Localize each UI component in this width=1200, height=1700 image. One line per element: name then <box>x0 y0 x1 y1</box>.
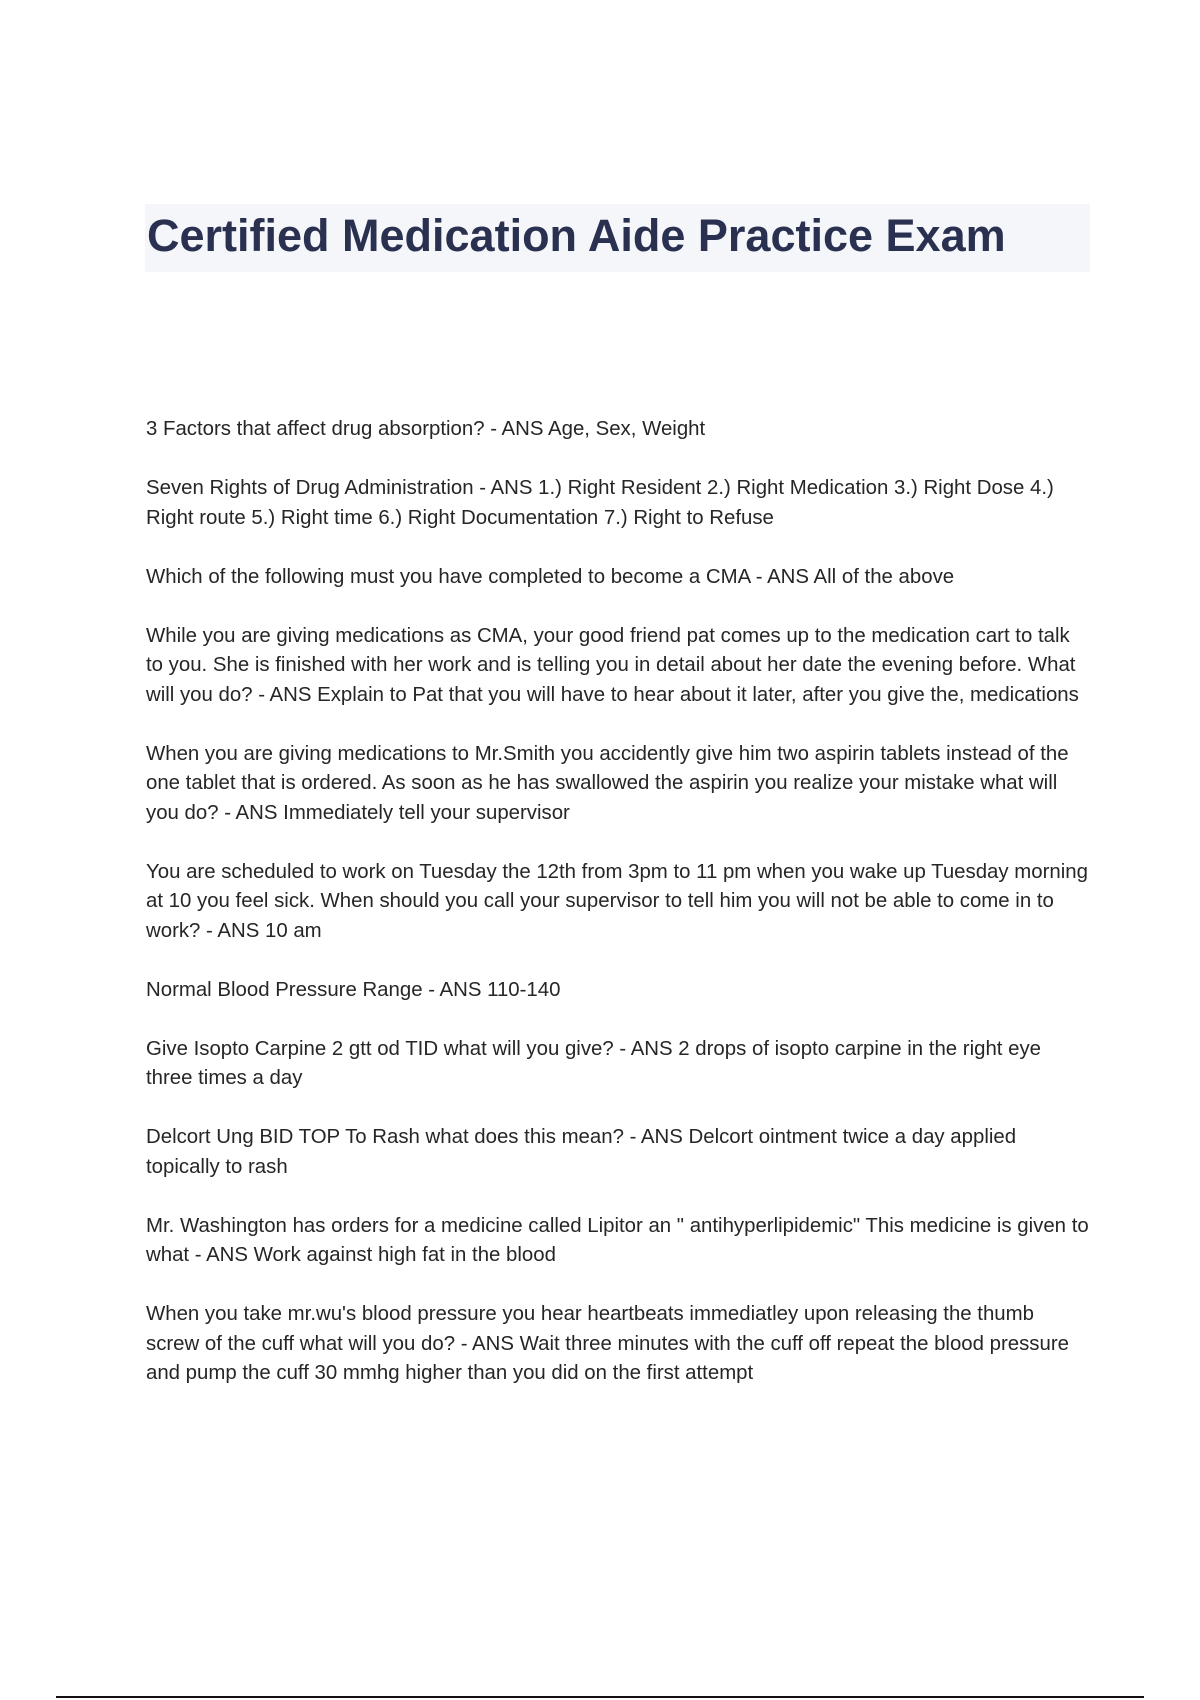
qa-list <box>146 415 1091 1418</box>
qa-item: When you are giving medications to Mr.Smith you accidently give him two aspirin tablets instead of the one tablet that is ordered. As soon as he has swallowed the aspirin you realize your mistake what will you do? - ANS Immediately tell your supervisor <box>146 742 1069 824</box>
qa-item: Mr. Washington has orders for a medicine called Lipitor an " antihyperlipidemic" This medicine is given to what - ANS Work against high fat in the blood <box>146 1214 1089 1266</box>
qa-item: 3 Factors that affect drug absorption? - ANS Age, Sex, Weight <box>146 418 706 440</box>
qa-item: Give Isopto Carpine 2 gtt od TID what will you give? - ANS 2 drops of isopto carpine in the right eye three times a day <box>146 1037 1042 1089</box>
title-banner <box>145 204 1090 272</box>
footer-divider <box>56 1696 1144 1698</box>
page-title: Certified Medication Aide Practice Exam <box>147 210 1006 261</box>
qa-item: While you are giving medications as CMA, your good friend pat comes up to the medication cart to talk to you. She is finished with her work and is telling you in detail about her date the evening before. What will you do? - ANS Explain to Pat that you will have to hear about it later, after you give the, medications <box>146 624 1079 706</box>
qa-item: Normal Blood Pressure Range - ANS 110-140 <box>146 978 561 1001</box>
qa-item: Delcort Ung BID TOP To Rash what does this mean? - ANS Delcort ointment twice a day applied topically to rash <box>146 1126 1017 1178</box>
qa-item: Seven Rights of Drug Administration - ANS 1.) Right Resident 2.) Right Medication 3.) Right Dose 4.) Right route 5.) Right time 6.) Right Documentation 7.) Right to Refuse <box>146 477 1054 529</box>
qa-item: When you take mr.wu's blood pressure you hear heartbeats immediatley upon releasing the thumb screw of the cuff what will you do? - ANS Wait three minutes with the cuff off repeat the blood pressure and pump the cuff 30 mmhg higher than you did on the first attempt <box>146 1303 1069 1384</box>
qa-item: You are scheduled to work on Tuesday the 12th from 3pm to 11 pm when you wake up Tuesday morning at 10 you feel sick. When should you call your supervisor to tell him you will not be able to come in to work? - ANS 10 am <box>146 860 1088 942</box>
qa-item: Which of the following must you have completed to become a CMA - ANS All of the above <box>146 565 955 588</box>
